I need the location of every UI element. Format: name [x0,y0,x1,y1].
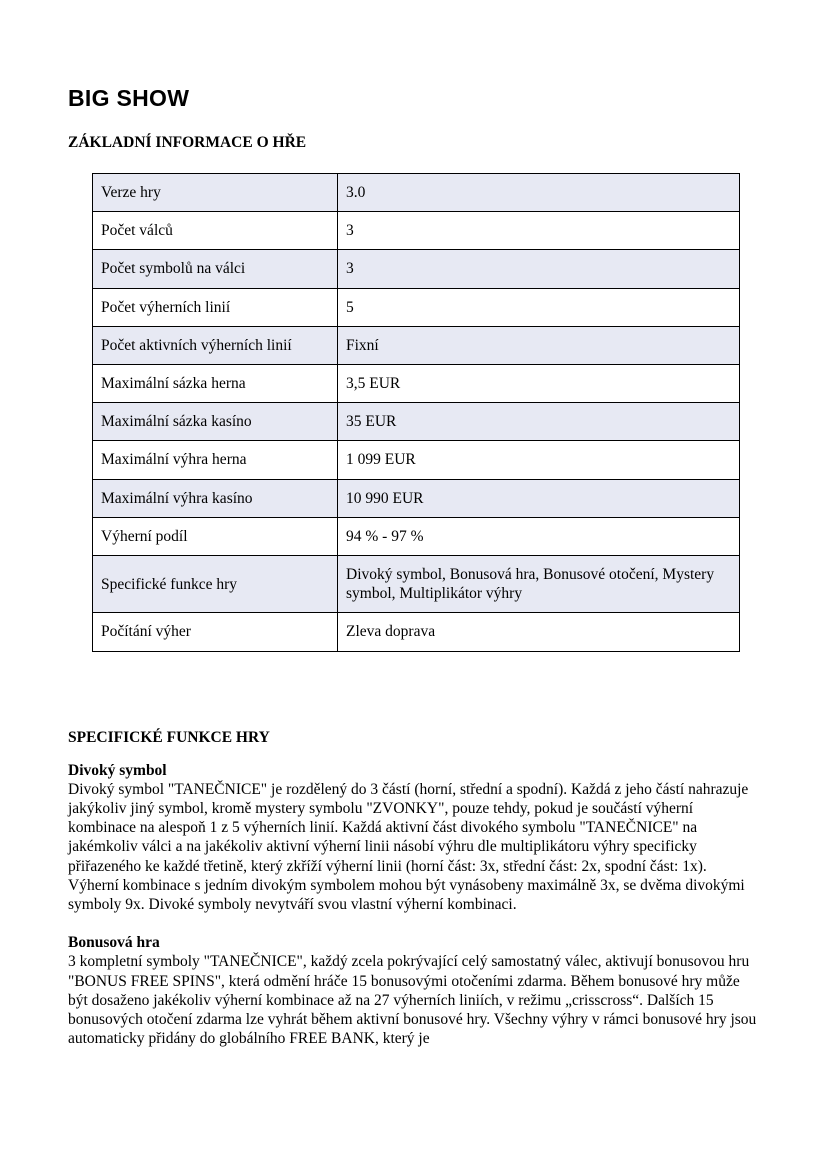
subsection-bonus-game [68,933,760,1048]
row-value: 3 [338,212,740,250]
row-label: Počet válců [93,212,338,250]
row-value: 94 % - 97 % [338,517,740,555]
table-row [93,403,740,441]
row-label: Maximální výhra herna [93,441,338,479]
table-row [93,250,740,288]
row-label: Maximální sázka herna [93,365,338,403]
subsection-heading-bonus-game: Bonusová hra [68,934,160,952]
row-label: Maximální výhra kasíno [93,479,338,517]
row-value: 3.0 [338,174,740,212]
table-row [93,326,740,364]
subsection-heading-wild-symbol: Divoký symbol [68,761,167,779]
section-heading-basic-info: ZÁKLADNÍ INFORMACE O HŘE [68,134,307,151]
row-value: Zleva doprava [338,613,740,651]
bonus-game-paragraph: 3 kompletní symboly "TANEČNICE", každý zcela pokrývající celý samostatný válec, aktivují bonusovou hru "BONUS FREE SPINS", která odmění hráče 15 bonusovými otočeními zdarma. Během bonusové hry může být dosaženo jakékoliv výherní kombinace až na 27 výherních liniích, v režimu „crisscross“. Dalších 15 bonusových otočení zdarma lze vyhrát během aktivní bonusové hry. Všechny výhry v rámci bonusové hry jsou automaticky přidány do globálního FREE BANK, který je [68,953,757,1048]
row-label: Počet symbolů na válci [93,250,338,288]
table-row [93,517,740,555]
table-row [93,174,740,212]
row-value: 35 EUR [338,403,740,441]
row-label: Výherní podíl [93,517,338,555]
document-title: BIG SHOW [68,85,190,111]
row-value: Divoký symbol, Bonusová hra, Bonusové otočení, Mystery symbol, Multiplikátor výhry [338,556,740,613]
row-label: Počet výherních linií [93,288,338,326]
row-value: Fixní [338,326,740,364]
row-label: Počet aktivních výherních linií [93,326,338,364]
row-value: 5 [338,288,740,326]
row-label: Maximální sázka kasíno [93,403,338,441]
row-value: 3,5 EUR [338,365,740,403]
table-row [93,441,740,479]
section-heading-special-functions: SPECIFICKÉ FUNKCE HRY [68,728,270,746]
table-row [93,613,740,651]
basic-info-table [92,173,740,652]
table-row [93,212,740,250]
table-row [93,479,740,517]
row-value: 1 099 EUR [338,441,740,479]
row-label: Verze hry [93,174,338,212]
row-label: Počítání výher [93,613,338,651]
subsection-wild-symbol [68,761,760,915]
table-row [93,556,740,613]
wild-symbol-paragraph: Divoký symbol "TANEČNICE" je rozdělený do 3 částí (horní, střední a spodní). Každá z jeho částí nahrazuje jakýkoliv jiný symbol, kromě mystery symbolu "ZVONKY", pouze tehdy, pokud je součástí výherní kombinace na alespoň 1 z 5 výherních linií. Každá aktivní část divokého symbolu "TANEČNICE" na jakémkoliv válci a na jakékoliv aktivní výherní linii násobí výhru dle multiplikátoru výhry specificky přiřazeného ke každé třetině, který zkříží výherní linii (horní část: 3x, střední část: 2x, spodní část: 1x). Výherní kombinace s jedním divokým symbolem mohou být vynásobeny maximálně 3x, se dvěma divokými symboly 9x. Divoké symboly nevytváří svou vlastní výherní kombinaci. [68,780,749,914]
row-value: 3 [338,250,740,288]
row-value: 10 990 EUR [338,479,740,517]
table-row [93,288,740,326]
row-label: Specifické funkce hry [93,556,338,613]
table-row [93,365,740,403]
